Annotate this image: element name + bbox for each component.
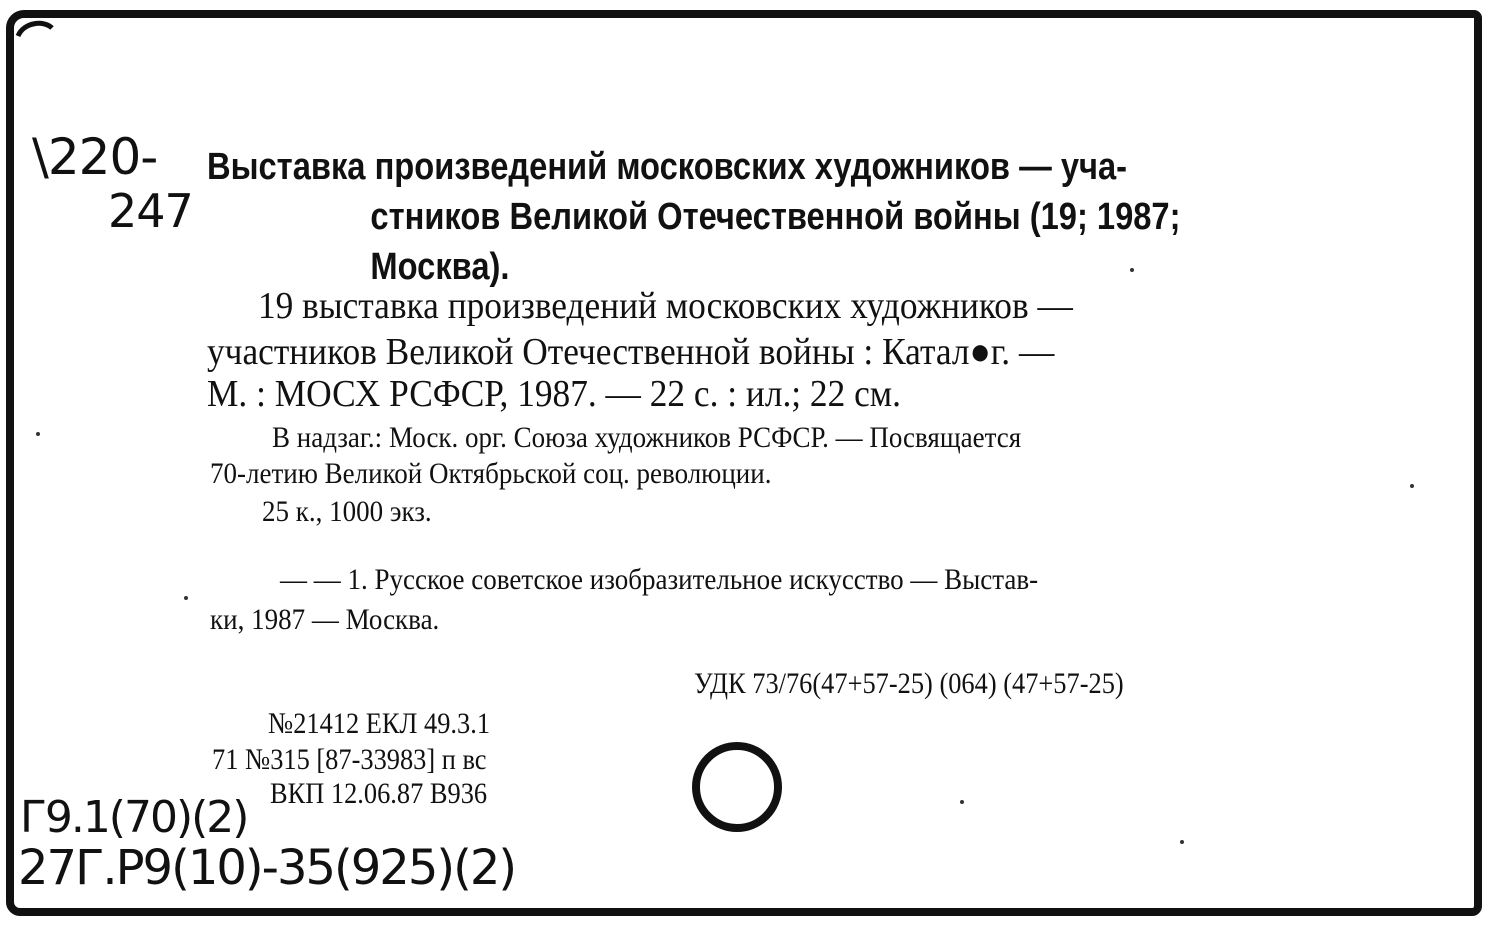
shelf-code-line2: 247 (108, 184, 193, 238)
subject-line1: — — 1. Русское советское изобразительное искусство — Выстав- (280, 563, 1039, 596)
speck (1180, 840, 1184, 844)
shelf-code-line1: \220- (32, 128, 158, 186)
imprint-line2: 71 №315 [87-33983] п вс (212, 743, 487, 776)
corner-scribble-icon (14, 18, 62, 48)
subject-line2: ки, 1987 — Москва. (210, 603, 440, 636)
classification-line1: Г9.1(70)(2) (20, 792, 248, 843)
entry-line1: 19 выставка произведений московских художников — (258, 285, 1073, 327)
heading-line2: стников Великой Отечественной войны (19; 1987; (370, 196, 1181, 238)
note-line1: В надзаг.: Моск. орг. Союза художников РСФСР. — Посвящается (272, 421, 1022, 454)
entry-line3: М. : МОСХ РСФСР, 1987. — 22 с. : ил.; 22 см. (207, 373, 901, 415)
speck (184, 596, 188, 600)
speck (36, 432, 40, 436)
heading-line3: Москва). (370, 246, 510, 288)
speck (1410, 484, 1414, 488)
circle-stamp-icon (692, 742, 782, 832)
imprint-line1: №21412 ЕКЛ 49.3.1 (268, 707, 491, 740)
speck (1130, 268, 1134, 272)
speck (960, 800, 964, 804)
classification-line2: 27Г.Р9(10)-35(925)(2) (18, 840, 516, 896)
imprint-line3: ВКП 12.06.87 В936 (270, 777, 488, 810)
note-price: 25 к., 1000 экз. (262, 495, 432, 528)
note-line2: 70-летию Великой Октябрьской соц. революции. (210, 457, 772, 490)
udk-code: УДК 73/76(47+57-25) (064) (47+57-25) (694, 667, 1124, 700)
heading-line1: Выставка произведений московских художников — уча- (207, 146, 1128, 188)
entry-line2: участников Великой Отечественной войны : Катал●г. — (207, 331, 1055, 373)
card-heading (207, 142, 1213, 292)
